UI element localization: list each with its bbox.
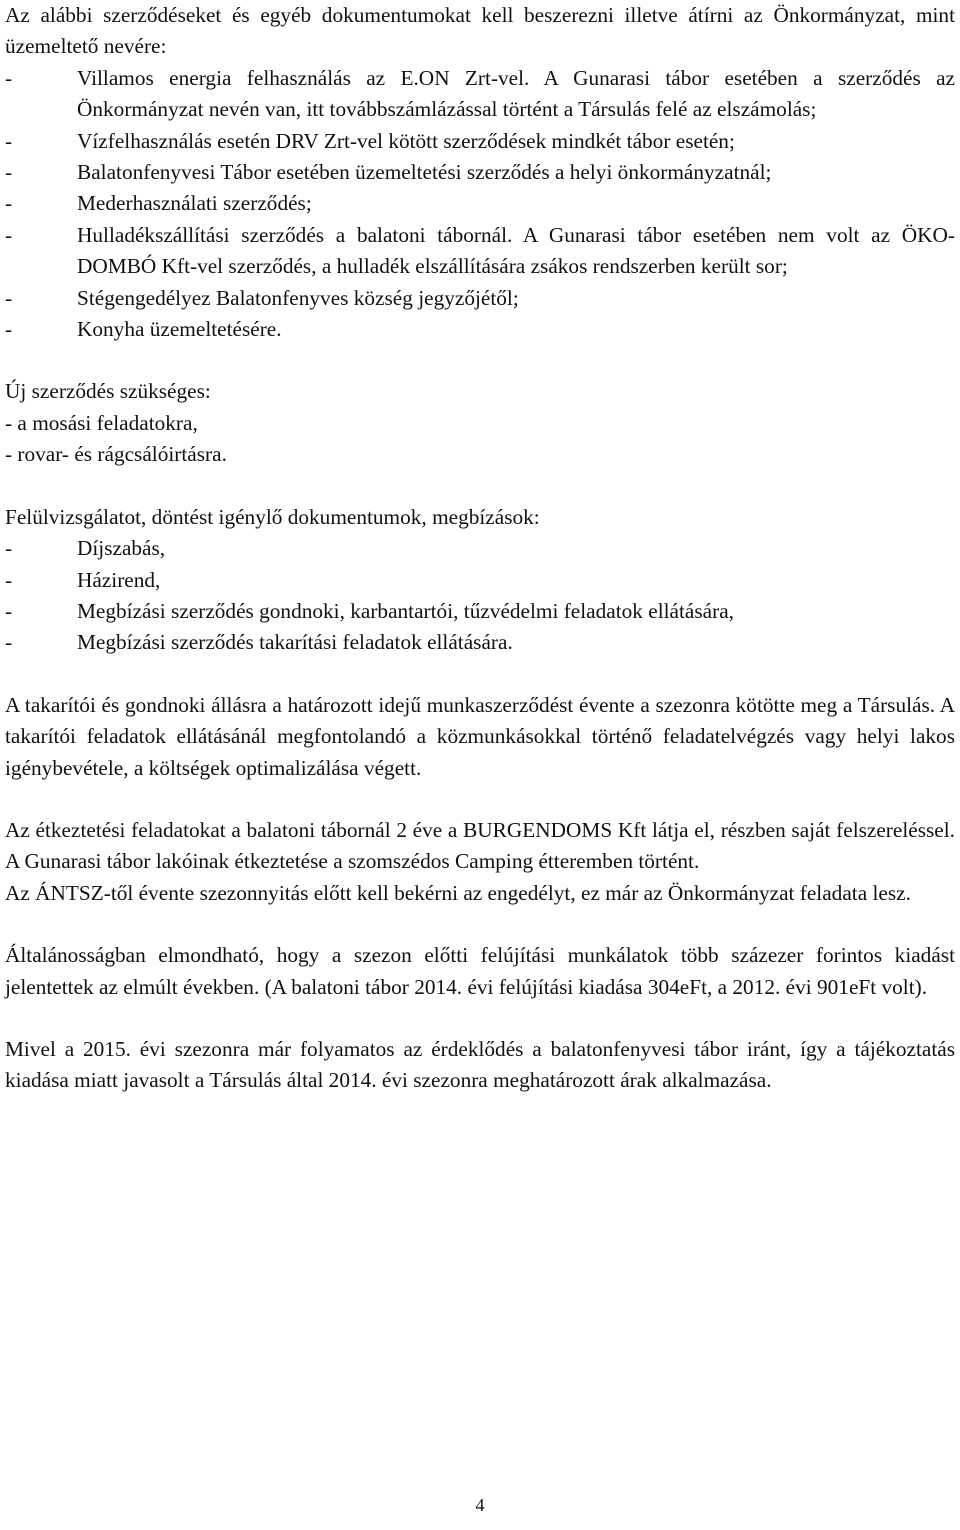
paragraph-catering: Az étkeztetési feladatokat a balatoni tábornál 2 éve a BURGENDOMS Kft látja el, részben saját felszereléssel. A Gunarasi tábor lakóinak étkeztetése a szomszédos Camping étteremben történt. bbox=[5, 817, 955, 874]
list-dash: - bbox=[5, 65, 13, 90]
list-dash: - bbox=[5, 222, 13, 247]
spacer bbox=[5, 909, 955, 940]
list-item bbox=[5, 596, 955, 627]
list-item bbox=[5, 627, 955, 658]
list-item-text: Balatonfenyvesi Tábor esetében üzemeltetési szerződés a helyi önkormányzatnál; bbox=[77, 160, 772, 185]
list-dash: - bbox=[5, 598, 13, 623]
list-dash: - bbox=[5, 285, 13, 310]
spacer bbox=[5, 1003, 955, 1034]
spacer bbox=[5, 784, 955, 815]
section2-heading: Új szerződés szükséges: bbox=[5, 379, 211, 404]
paragraph-antsz: Az ÁNTSZ-től évente szezonnyitás előtt kell bekérni az engedélyt, ez már az Önkormányzat feladata lesz. bbox=[5, 880, 911, 905]
section1-intro: Az alábbi szerződéseket és egyéb dokumentumokat kell beszerezni illetve átírni az Önkormányzat, mint üzemeltető nevére: bbox=[5, 3, 955, 59]
spacer bbox=[5, 471, 955, 502]
section1-list bbox=[5, 63, 955, 346]
paragraph-pricing: Mivel a 2015. évi szezonra már folyamatos az érdeklődés a balatonfenyvesi tábor iránt, így a tájékoztatás kiadása miatt javasolt a Társulás által 2014. évi szezonra meghatározott árak alkalmazása. bbox=[5, 1036, 955, 1093]
list-item bbox=[5, 220, 955, 283]
list-item bbox=[5, 533, 955, 564]
list-dash: - bbox=[5, 317, 13, 342]
list-item-text: Hulladékszállítási szerződés a balatoni tábornál. A Gunarasi tábor esetében nem volt az ÖKO-DOMBÓ Kft-vel szerződés, a hulladék elszállítására zsákos rendszerben került sor; bbox=[77, 222, 955, 279]
list-item-text: Mederhasználati szerződés; bbox=[77, 191, 312, 216]
list-dash: - bbox=[5, 536, 13, 561]
document-page bbox=[5, 0, 955, 1097]
page-number: 4 bbox=[475, 1495, 485, 1515]
list-item bbox=[5, 314, 955, 345]
list-item bbox=[5, 157, 955, 188]
paragraph-staffing: A takarítói és gondnoki állásra a határozott idejű munkaszerződést évente a szezonra kötötte meg a Társulás. A takarítói feladatok ellátásánál megfontolandó a közmunkásokkal történő feladatelvégzés vagy helyi lakos igénybevétele, a költségek optimalizálása végett. bbox=[5, 692, 955, 780]
list-item-text: Házirend, bbox=[77, 567, 161, 592]
section3-heading: Felülvizsgálatot, döntést igénylő dokumentumok, megbízások: bbox=[5, 504, 540, 529]
list-item-text: Vízfelhasználás esetén DRV Zrt-vel kötött szerződések mindkét tábor esetén; bbox=[77, 128, 735, 153]
list-item bbox=[5, 126, 955, 157]
paragraph-renovation: Általánosságban elmondható, hogy a szezon előtti felújítási munkálatok több százezer forintos kiadást jelentettek az elmúlt években. (A balatoni tábor 2014. évi felújítási kiadása 304eFt, a 2012. évi 901eFt volt). bbox=[5, 943, 955, 999]
list-item bbox=[5, 63, 955, 126]
list-item-text: Díjszabás, bbox=[77, 536, 166, 561]
section3-list bbox=[5, 533, 955, 659]
list-dash: - bbox=[5, 128, 13, 153]
list-item-text: Konyha üzemeltetésére. bbox=[77, 317, 282, 342]
list-dash: - bbox=[5, 567, 13, 592]
spacer bbox=[5, 345, 955, 376]
list-item bbox=[5, 188, 955, 219]
list-item-text: Stégengedélyez Balatonfenyves község jegyzőjétől; bbox=[77, 285, 519, 310]
section2-line: - rovar- és rágcsálóirtásra. bbox=[5, 442, 227, 467]
list-dash: - bbox=[5, 191, 13, 216]
list-item bbox=[5, 565, 955, 596]
list-dash: - bbox=[5, 160, 13, 185]
list-item bbox=[5, 283, 955, 314]
list-item-text: Megbízási szerződés gondnoki, karbantartói, tűzvédelmi feladatok ellátására, bbox=[77, 598, 734, 623]
list-dash: - bbox=[5, 630, 13, 655]
list-item-text: Megbízási szerződés takarítási feladatok ellátására. bbox=[77, 630, 513, 655]
section2-line: - a mosási feladatokra, bbox=[5, 410, 198, 435]
spacer bbox=[5, 659, 955, 690]
list-item-text: Villamos energia felhasználás az E.ON Zrt-vel. A Gunarasi tábor esetében a szerződés az Önkormányzat nevén van, itt továbbszámlázással történt a Társulás felé az elszámolás; bbox=[77, 65, 955, 122]
